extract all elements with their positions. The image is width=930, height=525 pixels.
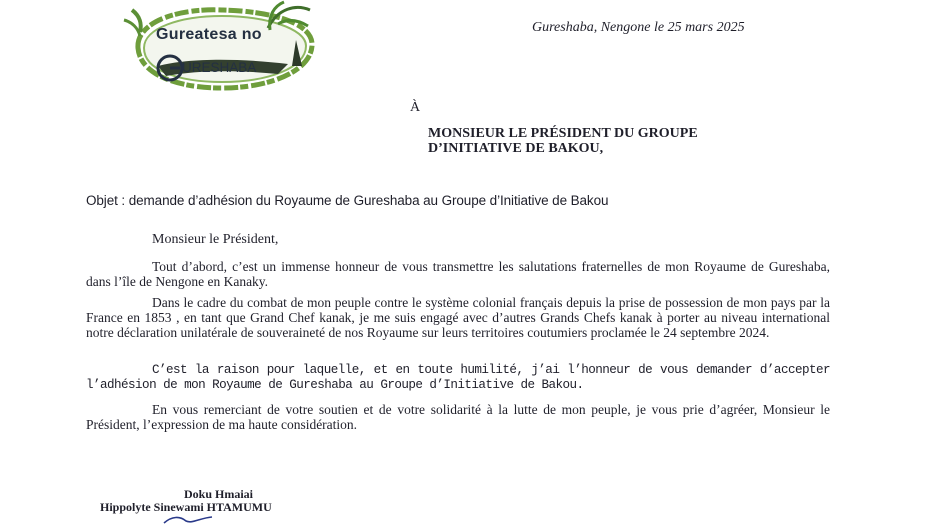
logo-title: Gureatesa no <box>156 26 262 43</box>
recipient-line-2: D’INITIATIVE DE BAKOU, <box>428 141 604 156</box>
signatory-name: Hippolyte Sinewami HTAMUMU <box>100 500 272 514</box>
salutation: Monsieur le Président, <box>152 232 279 247</box>
paragraph-closing: En vous remerciant de votre soutien et de votre solidarité à la lutte de mon peuple, je vous prie d’agréer, Monsieur le Président, l’expression de ma haute considération. <box>86 402 830 433</box>
paragraph-context: Dans le cadre du combat de mon peuple contre le système colonial français depuis la prise de possession de mon pays par la France en 1853 , en tant que Grand Chef kanak, je me suis engagé avec d’autres Grands Chefs kanak à porter au niveau international notre déclaration unilatérale de souveraineté de nos Royaume sur leurs territoires coutumiers proclamée le 24 septembre 2024. <box>86 295 830 341</box>
signatory-title: Doku Hmaiai <box>184 487 254 501</box>
recipient-address <box>428 126 698 156</box>
signature-stroke <box>160 514 220 525</box>
recipient-line-1: MONSIEUR LE PRÉSIDENT DU GROUPE <box>428 126 698 141</box>
paragraph-greeting: Tout d’abord, c’est un immense honneur de vous transmettre les salutations fraternelles de mon Royaume de Gureshaba, dans l’île de Nengone en Kanaky. <box>86 259 830 290</box>
letter-date: Gureshaba, Nengone le 25 mars 2025 <box>532 20 745 35</box>
logo-subtitle: URESHABA <box>182 60 257 75</box>
gureshaba-logo <box>118 0 328 94</box>
recipient-marker: À <box>410 100 421 115</box>
letter-subject: Objet : demande d’adhésion du Royaume de Gureshaba au Groupe d’Initiative de Bakou <box>86 193 609 208</box>
paragraph-request: C’est la raison pour laquelle, et en toute humilité, j’ai l’honneur de vous demander d’accepter l’adhésion de mon Royaume de Gureshaba au Groupe d’Initiative de Bakou. <box>86 363 830 393</box>
logo-graphic <box>118 0 328 94</box>
